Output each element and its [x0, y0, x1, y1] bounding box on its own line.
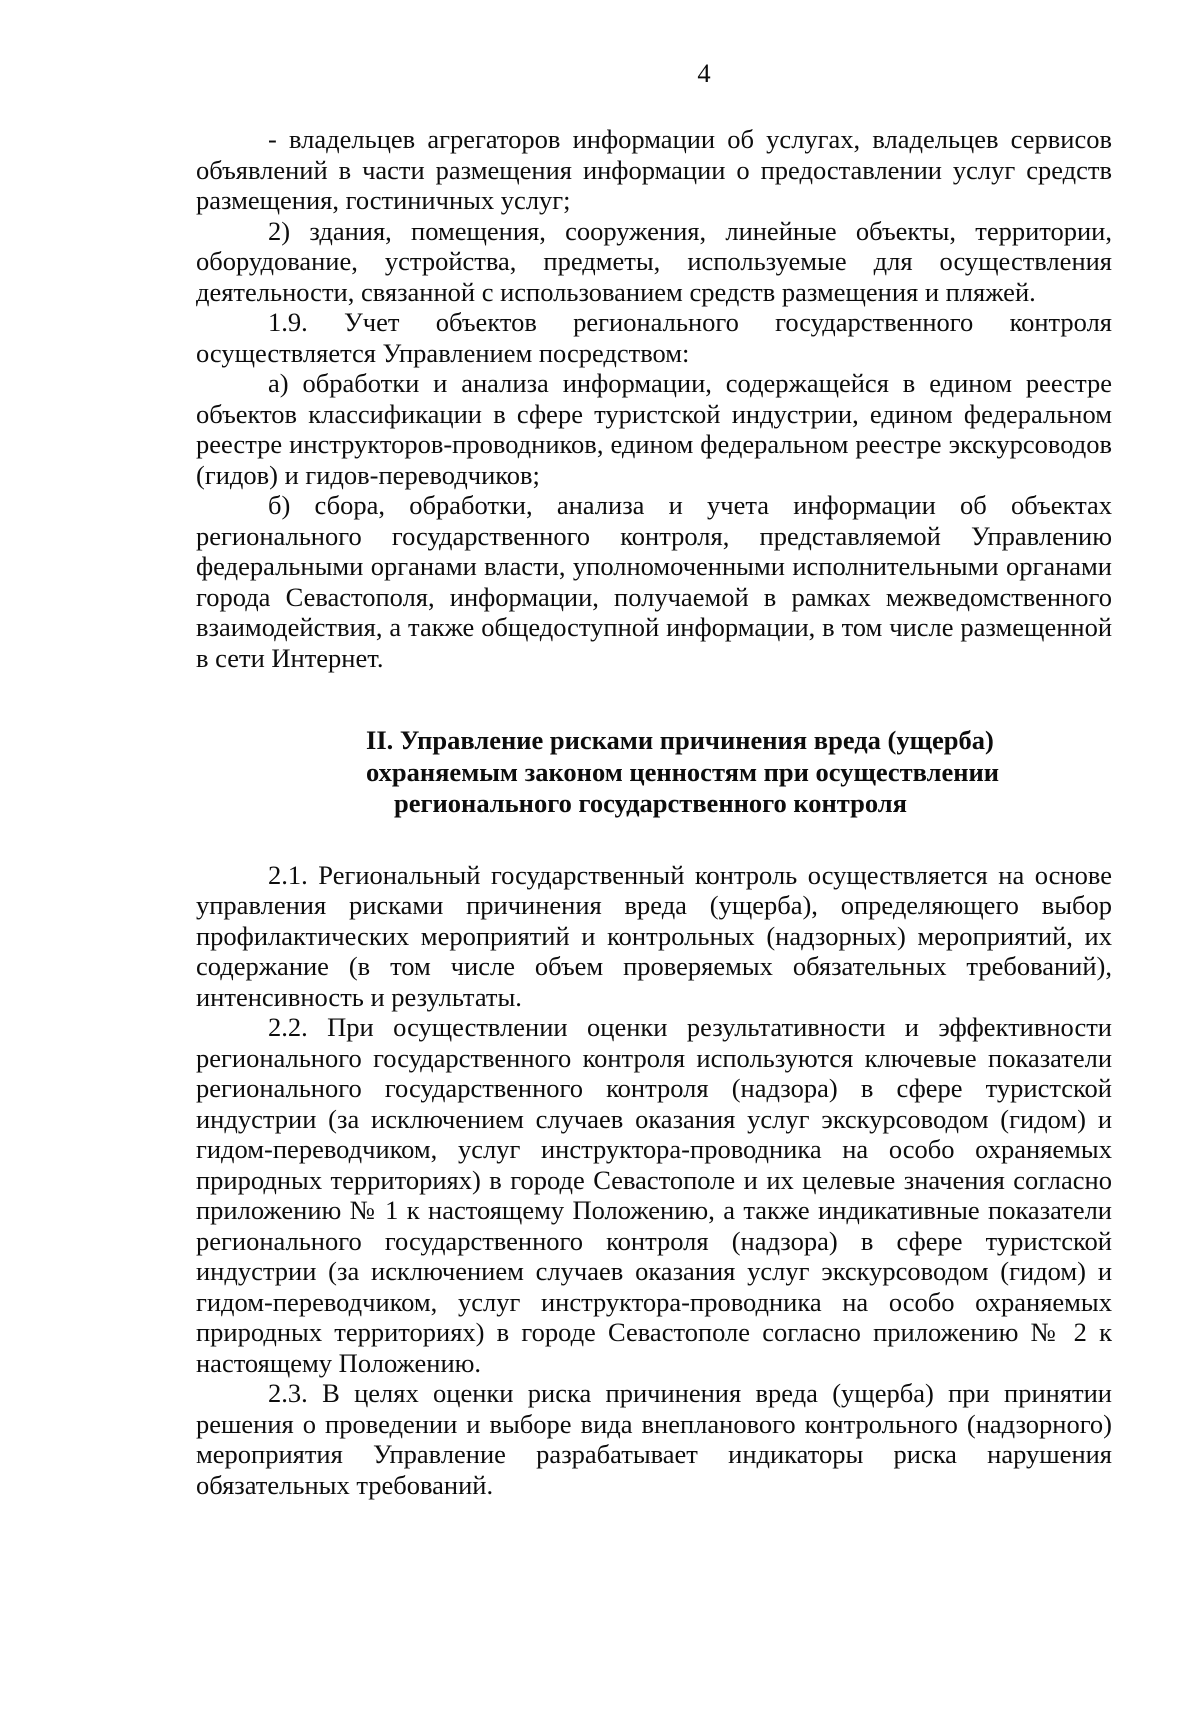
- section-heading: [366, 725, 1066, 820]
- paragraph-2-3: 2.3. В целях оценки риска причинения вреда (ущерба) при принятии решения о проведении и выборе вида внепланового контрольного (надзорного) мероприятия Управление разрабатывает индикаторы риска нарушения обязательных требований.: [196, 1378, 1112, 1500]
- section-heading-line-3: регионального государственного контроля: [394, 788, 907, 818]
- paragraph-item-b: б) сбора, обработки, анализа и учета информации об объектах регионального государственного контроля, представляемой Управлению федеральными органами власти, уполномоченными исполнительными органами города Севастополя, информации, получаемой в рамках межведомственного взаимодействия, а также общедоступной информации, в том числе размещенной в сети Интернет.: [196, 490, 1112, 673]
- paragraph-2-2: 2.2. При осуществлении оценки результативности и эффективности регионального государственного контроля используются ключевые показатели регионального государственного контроля (надзора) в сфере туристской индустрии (за исключением случаев оказания услуг экскурсоводом (гидом) и гидом-переводчиком, услуг инструктора-проводника на особо охраняемых природных территориях) в городе Севастополе и их целевые значения согласно приложению № 1 к настоящему Положению, а также индикативные показатели регионального государственного контроля (надзора) в сфере туристской индустрии (за исключением случаев оказания услуг экскурсоводом (гидом) и гидом-переводчиком, услуг инструктора-проводника на особо охраняемых природных территориях) в городе Севастополе согласно приложению № 2 к настоящему Положению.: [196, 1012, 1112, 1378]
- paragraph-item-a: а) обработки и анализа информации, содержащейся в едином реестре объектов классификации в сфере туристской индустрии, едином федеральном реестре инструкторов-проводников, едином федеральном реестре экскурсоводов (гидов) и гидов-переводчиков;: [196, 368, 1112, 490]
- page-number: 4: [697, 58, 711, 88]
- section-heading-line-2: охраняемым законом ценностям при осуществлении: [366, 756, 1000, 787]
- section-heading-line-1: II. Управление рисками причинения вреда (ущерба): [366, 725, 994, 755]
- paragraph-1-9: 1.9. Учет объектов регионального государственного контроля осуществляется Управлением посредством:: [196, 307, 1112, 368]
- paragraph-buildings: 2) здания, помещения, сооружения, линейные объекты, территории, оборудование, устройства, предметы, используемые для осуществления деятельности, связанной с использованием средств размещения и пляжей.: [196, 215, 1112, 307]
- paragraph-2-1: 2.1. Региональный государственный контроль осуществляется на основе управления рисками причинения вреда (ущерба), определяющего выбор профилактических мероприятий и контрольных (надзорных) мероприятий, их содержание (в том числе объем проверяемых обязательных требований), интенсивность и результаты.: [196, 859, 1112, 1012]
- paragraph-owners-aggregators: - владельцев агрегаторов информации об услугах, владельцев сервисов объявлений в части размещения информации о предоставлении услуг средств размещения, гостиничных услуг;: [196, 124, 1112, 215]
